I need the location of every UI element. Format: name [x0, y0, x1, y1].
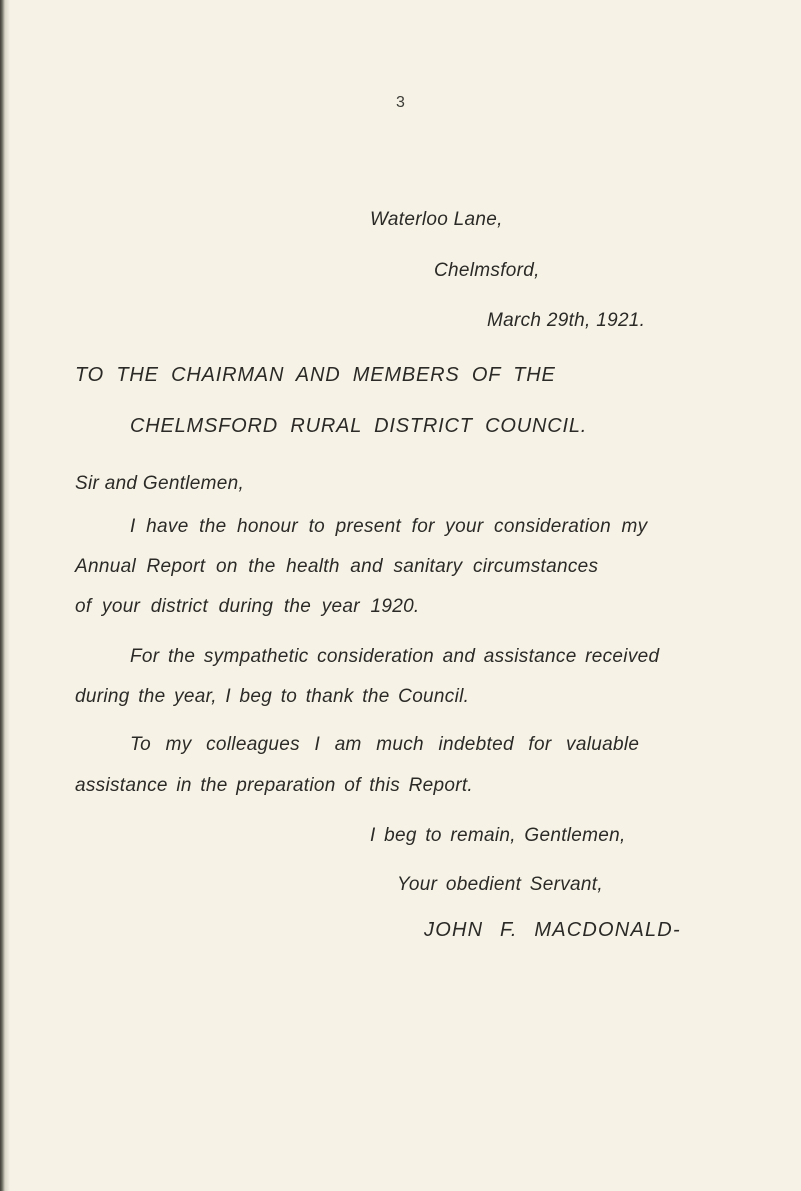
address-town: Chelmsford, [434, 260, 540, 281]
paragraph-2-line-1: For the sympathetic consideration and assistance received [130, 646, 660, 667]
paragraph-2-line-2: during the year, I beg to thank the Council. [75, 686, 470, 707]
paragraph-1-line-3: of your district during the year 1920. [75, 596, 420, 617]
salutation-line-2: CHELMSFORD RURAL DISTRICT COUNCIL. [130, 415, 588, 437]
paragraph-3-line-1: To my colleagues I am much indebted for valuable [130, 734, 640, 755]
closing-line-1: I beg to remain, Gentlemen, [370, 825, 626, 846]
paragraph-3-line-2: assistance in the preparation of this Report. [75, 775, 473, 796]
letter-date: March 29th, 1921. [487, 310, 646, 331]
page-number: 3 [396, 94, 405, 111]
closing-line-2: Your obedient Servant, [397, 874, 603, 895]
paragraph-1-line-2: Annual Report on the health and sanitary circumstances [75, 556, 599, 577]
paragraph-1-line-1: I have the honour to present for your consideration my [130, 516, 648, 537]
address-street: Waterloo Lane, [370, 209, 503, 230]
greeting: Sir and Gentlemen, [75, 473, 245, 494]
salutation-line-1: TO THE CHAIRMAN AND MEMBERS OF THE [75, 364, 556, 386]
signature: JOHN F. MACDONALD- [424, 919, 681, 941]
page-binding-edge [0, 0, 10, 1191]
